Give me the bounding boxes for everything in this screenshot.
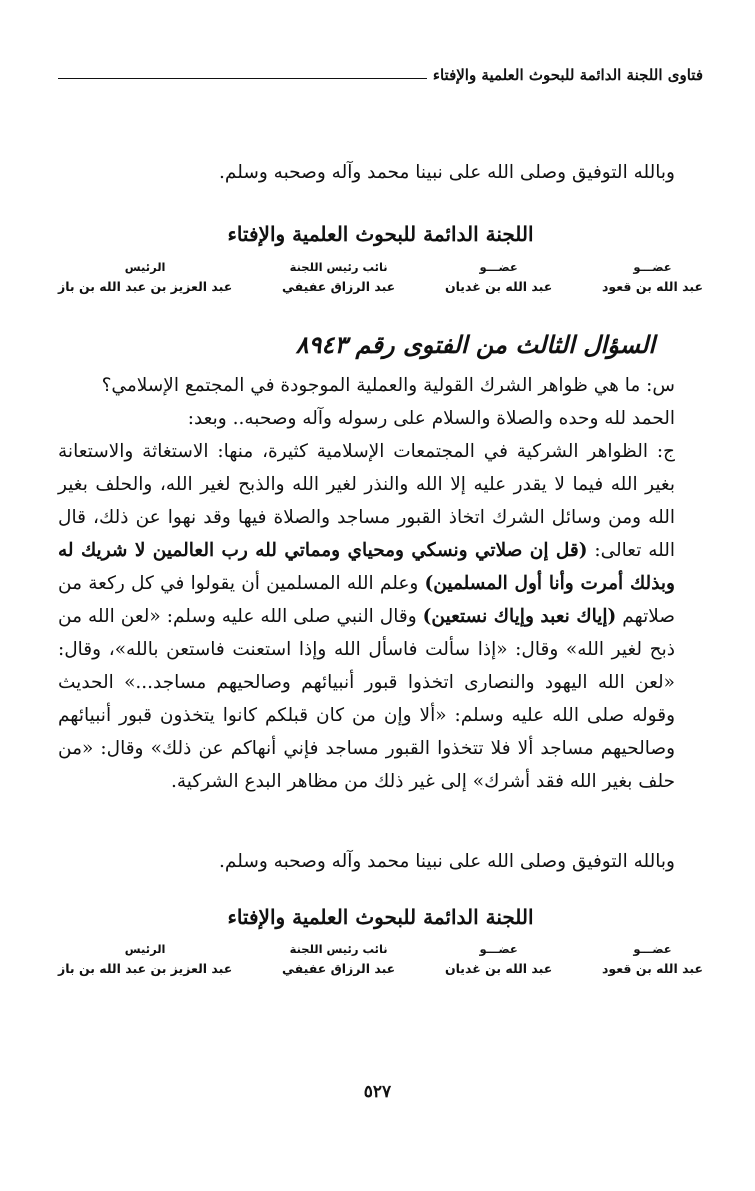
- signatory-name: عبد الله بن قعود: [601, 279, 703, 294]
- signatory-chair: [58, 940, 232, 980]
- signatory-name: عبد العزيز بن عبد الله بن باز: [58, 279, 233, 294]
- signatory-role: الرئيس: [124, 942, 166, 956]
- closing-text-2: وبالله التوفيق وصلى الله على نبينا محمد وآله وصحبه وسلم.: [219, 851, 675, 872]
- signatory-role: عضـــو: [479, 260, 518, 274]
- signatory-name: عبد الله بن غديان: [444, 279, 553, 294]
- quran-verse-1: (قل إن صلاتي ونسكي ومحياي ومماتي لله رب العالمين لا شريك له وبذلك أمرت وأنا أول المسلمين): [58, 540, 675, 594]
- page-number: ٥٢٧: [363, 1082, 392, 1102]
- committee-title-2: اللجنة الدائمة للبحوث العلمية والإفتاء: [227, 905, 534, 929]
- signatory-role: عضـــو: [633, 260, 672, 274]
- signatures-row-1: [58, 258, 703, 298]
- signatory-role: عضـــو: [633, 942, 672, 956]
- committee-title-1: اللجنة الدائمة للبحوث العلمية والإفتاء: [227, 222, 534, 246]
- signatory-vice-chair: [282, 940, 395, 980]
- signatory-name: عبد الرزاق عفيفي: [281, 279, 396, 294]
- answer-part-b: وعلم الله المسلمين أن يقولوا في كل ركعة من صلاتهم: [58, 573, 675, 627]
- committee-block-2: [58, 905, 703, 945]
- header-rule: [58, 78, 427, 79]
- signatory-role: نائب رئيس اللجنة: [289, 942, 388, 956]
- answer-part-a: ج: الظواهر الشركية في المجتمعات الإسلامية كثيرة، منها: الاستغاثة والاستعانة بغير الله فيما لا يقدر عليه إلا الله والنذر لغير الله والذبح لغير الله، والحلف بغير الله ومن وسائل الشرك اتخاذ القبور مساجد والصلاة فيها وقد نهوا عن ذلك، قال الله تعالى:: [58, 441, 676, 561]
- signatory-member-1: [602, 940, 703, 980]
- signatory-vice-chair: [282, 258, 395, 298]
- signatory-member-1: [602, 258, 703, 298]
- signatory-name: عبد العزيز بن عبد الله بن باز: [58, 961, 233, 976]
- signatory-role: عضـــو: [479, 942, 518, 956]
- signatory-role: الرئيس: [124, 260, 166, 274]
- signatory-member-2: [445, 940, 552, 980]
- signatory-name: عبد الله بن غديان: [444, 961, 553, 976]
- running-header-title: فتاوى اللجنة الدائمة للبحوث العلمية والإفتاء: [432, 66, 703, 84]
- signatory-chair: [58, 258, 232, 298]
- signatory-name: عبد الرزاق عفيفي: [281, 961, 396, 976]
- closing-line-2: [58, 845, 703, 878]
- fatwa-intro: الحمد لله وحده والصلاة والسلام على رسوله وآله وصحبه.. وبعد:: [187, 408, 675, 429]
- fatwa-body: [58, 369, 703, 798]
- closing-line-1: [58, 156, 703, 189]
- signatory-name: عبد الله بن قعود: [601, 961, 703, 976]
- fatwa-answer: [58, 435, 703, 798]
- fatwa-question: س: ما هي ظواهر الشرك القولية والعملية الموجودة في المجتمع الإسلامي؟: [101, 375, 675, 396]
- signatory-role: نائب رئيس اللجنة: [289, 260, 388, 274]
- signatures-row-2: [58, 940, 703, 980]
- fatwa-heading: السؤال الثالث من الفتوى رقم ٨٩٤٣: [295, 330, 655, 359]
- answer-part-c: وقال النبي صلى الله عليه وسلم: «لعن الله من ذبح لغير الله» وقال: «إذا سألت فاسأل الله وإذا استعنت فاستعن بالله»، وقال: «لعن الله اليهود والنصارى اتخذوا قبور أنبيائهم وصالحيهم مساجد...» الحديث وقوله صلى الله عليه وسلم: «ألا وإن من كان قبلكم كانوا يتخذون قبور أنبيائهم وصالحيهم مساجد ألا فلا تتخذوا القبور مساجد فإني أنهاكم عن ذلك» وقال: «من حلف بغير الله فقد أشرك» إلى غير ذلك من مظاهر البدع الشركية.: [58, 606, 675, 792]
- quran-verse-2: (إياك نعبد وإياك نستعين): [422, 606, 617, 627]
- signatory-member-2: [445, 258, 552, 298]
- running-header: [58, 62, 703, 88]
- closing-text-1: وبالله التوفيق وصلى الله على نبينا محمد وآله وصحبه وسلم.: [219, 162, 675, 183]
